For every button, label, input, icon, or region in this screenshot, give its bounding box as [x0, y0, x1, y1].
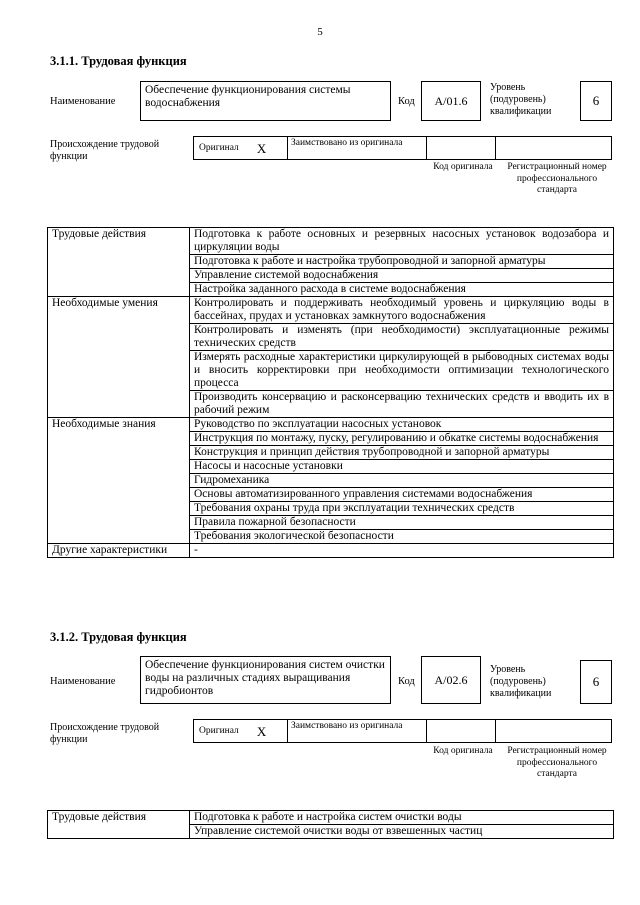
- table-row: [48, 544, 614, 558]
- item-cell: Производить консервацию и расконсервацию технических средств и вводить их в рабочий режим: [190, 391, 614, 418]
- category-cell: Необходимые умения: [48, 297, 190, 418]
- table-row: [48, 418, 614, 432]
- level-label: Уровень (подуровень) квалификации: [490, 82, 552, 117]
- category-cell: Другие характеристики: [48, 544, 190, 558]
- function-table: [47, 810, 614, 839]
- level-value: 6: [592, 93, 600, 108]
- level-box: [580, 660, 612, 704]
- original-mark: X: [256, 140, 267, 156]
- origin-row: [193, 136, 612, 160]
- item-cell: Контролировать и поддерживать необходимый уровень и циркуляцию воды в бассейнах, прудах и установках замкнутого водоснабжения: [190, 297, 614, 324]
- borrowed-label: Заимствовано из оригинала: [291, 721, 403, 731]
- function-table: [47, 227, 614, 558]
- code-box: [421, 656, 481, 704]
- function-name-box: [140, 656, 391, 704]
- table-row: [48, 811, 614, 825]
- code-label: Код: [398, 676, 415, 687]
- code-box: [421, 81, 481, 121]
- function-name: Обеспечение функционирования системы водоснабжения: [145, 84, 351, 109]
- item-cell: Насосы и насосные установки: [190, 460, 614, 474]
- section-title: 3.1.1. Трудовая функция: [50, 54, 187, 68]
- item-cell: Управление системой очистки воды от взвешенных частиц: [190, 825, 614, 839]
- code-original-label: Код оригинала: [433, 746, 493, 756]
- original-mark: X: [256, 723, 267, 739]
- function-name-box: [140, 81, 391, 121]
- item-cell: Конструкция и принцип действия трубопроводной и запорной арматуры: [190, 446, 614, 460]
- reg-number-label: Регистрационный номер профессионального стандарта: [507, 746, 607, 779]
- category-cell: Трудовые действия: [48, 811, 190, 839]
- borrowed-cell: [287, 136, 427, 160]
- item-cell: Подготовка к работе и настройка трубопроводной и запорной арматуры: [190, 255, 614, 269]
- page-number: 5: [317, 26, 323, 38]
- category-cell: Необходимые знания: [48, 418, 190, 544]
- code-value: A/01.6: [434, 93, 468, 108]
- origin-row: [193, 719, 612, 743]
- table-row: [48, 228, 614, 255]
- item-cell: Основы автоматизированного управления системами водоснабжения: [190, 488, 614, 502]
- borrowed-cell: [287, 719, 427, 743]
- item-cell: Контролировать и изменять (при необходимости) эксплуатационные режимы технических средств: [190, 324, 614, 351]
- level-box: [580, 81, 612, 121]
- name-label: Наименование: [50, 96, 116, 107]
- code-label: Код: [398, 96, 415, 107]
- item-cell: Требования экологической безопасности: [190, 530, 614, 544]
- code-original-cell: [426, 719, 496, 743]
- item-cell: Подготовка к работе основных и резервных насосных установок водозабора и циркуляции воды: [190, 228, 614, 255]
- category-cell: Трудовые действия: [48, 228, 190, 297]
- item-cell: Настройка заданного расхода в системе водоснабжения: [190, 283, 614, 297]
- level-value: 6: [592, 674, 600, 689]
- origin-label: Происхождение трудовой функции: [50, 722, 160, 745]
- item-cell: Требования охраны труда при эксплуатации технических средств: [190, 502, 614, 516]
- item-cell: Измерять расходные характеристики циркулирующей в рыбоводных системах воды и вносить корректировки при необходимости оптимизации технологического процесса: [190, 351, 614, 391]
- reg-number-label: Регистрационный номер профессионального стандарта: [507, 162, 607, 195]
- code-original-label: Код оригинала: [433, 162, 493, 172]
- original-cell: [193, 719, 288, 743]
- name-label: Наименование: [50, 676, 116, 687]
- original-label: Оригинал: [199, 142, 239, 153]
- section-title: 3.1.2. Трудовая функция: [50, 630, 187, 644]
- original-cell: [193, 136, 288, 160]
- item-cell: Правила пожарной безопасности: [190, 516, 614, 530]
- item-cell: Управление системой водоснабжения: [190, 269, 614, 283]
- item-cell: Гидромеханика: [190, 474, 614, 488]
- code-value: A/02.6: [434, 672, 468, 687]
- origin-label: Происхождение трудовой функции: [50, 139, 160, 162]
- table-row: [48, 297, 614, 324]
- code-original-cell: [426, 136, 496, 160]
- borrowed-label: Заимствовано из оригинала: [291, 138, 403, 148]
- item-cell: Руководство по эксплуатации насосных установок: [190, 418, 614, 432]
- original-label: Оригинал: [199, 725, 239, 736]
- reg-number-cell: [495, 719, 612, 743]
- item-cell: Инструкция по монтажу, пуску, регулированию и обкатке системы водоснабжения: [190, 432, 614, 446]
- item-cell: Подготовка к работе и настройка систем очистки воды: [190, 811, 614, 825]
- item-cell: -: [190, 544, 614, 558]
- level-label: Уровень (подуровень) квалификации: [490, 664, 552, 699]
- function-name: Обеспечение функционирования систем очистки воды на различных стадиях выращивания гидробионтов: [145, 659, 385, 697]
- reg-number-cell: [495, 136, 612, 160]
